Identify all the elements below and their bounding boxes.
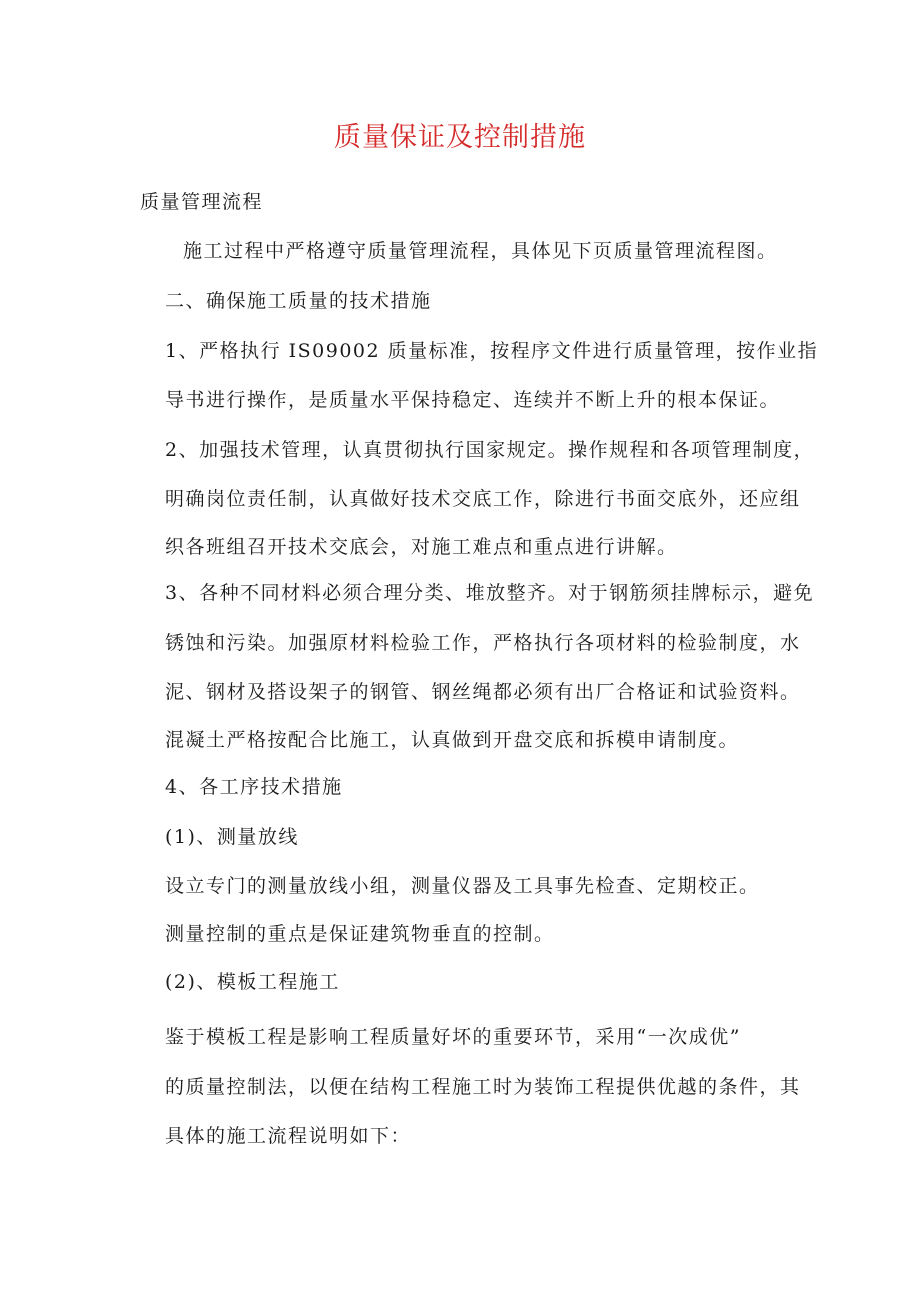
sub1-heading: (1)、测量放线 — [165, 826, 299, 848]
sub1-line1: 设立专门的测量放线小组，测量仪器及工具事先检查、定期校正。 — [165, 875, 760, 897]
item3-line2: 锈蚀和污染。加强原材料检验工作，严格执行各项材料的检验制度，水 — [165, 632, 801, 654]
intro-paragraph: 施工过程中严格遵守质量管理流程，具体见下页质量管理流程图。 — [183, 240, 778, 262]
section-heading: 质量管理流程 — [140, 191, 264, 213]
item3-line4: 混凝土严格按配合比施工，认真做到开盘交底和拆模申请制度。 — [165, 729, 740, 751]
item2-line3: 织各班组召开技术交底会，对施工难点和重点进行讲解。 — [165, 536, 678, 558]
document-title: 质量保证及控制措施 — [334, 122, 586, 153]
sub2-line2: 的质量控制法，以便在结构工程施工时为装饰工程提供优越的条件，其 — [165, 1076, 801, 1098]
sub1-line2: 测量控制的重点是保证建筑物垂直的控制。 — [165, 923, 555, 945]
item3-line1: 3、各种不同材料必须合理分类、堆放整齐。对于钢筋须挂牌标示，避免 — [165, 582, 815, 604]
section-two-heading: 二、确保施工质量的技术措施 — [165, 290, 432, 312]
sub2-heading: (2)、模板工程施工 — [165, 971, 340, 993]
item2-line2: 明确岗位责任制，认真做好技术交底工作，除进行书面交底外，还应组 — [165, 488, 801, 510]
sub2-line1: 鉴于模板工程是影响工程质量好坏的重要环节，采用“一次成优” — [165, 1026, 741, 1048]
item1-line2: 导书进行操作，是质量水平保持稳定、连续并不断上升的根本保证。 — [165, 389, 781, 411]
item1-line1: 1、严格执行 IS09002 质量标准，按程序文件进行质量管理，按作业指 — [165, 340, 819, 362]
item3-line3: 泥、钢材及搭设架子的钢管、钢丝绳都必须有出厂合格证和试验资料。 — [165, 681, 801, 703]
item4-heading: 4、各工序技术措施 — [165, 776, 343, 798]
item2-line1: 2、加强技术管理，认真贯彻执行国家规定。操作规程和各项管理制度， — [165, 439, 815, 461]
sub2-line3: 具体的施工流程说明如下： — [165, 1125, 412, 1147]
